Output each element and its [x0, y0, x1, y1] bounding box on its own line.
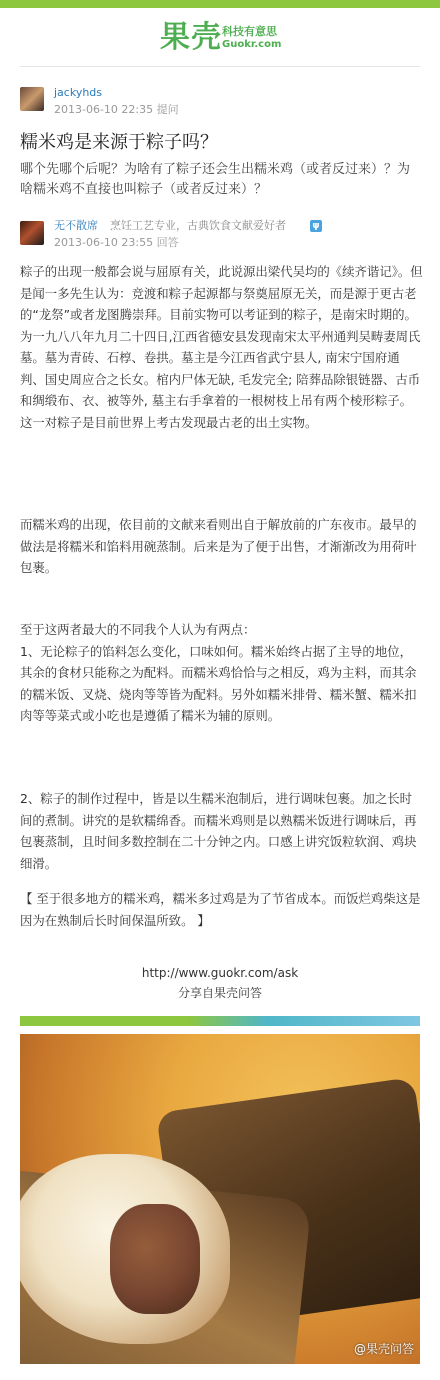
question-description: 哪个先哪个后呢？为啥有了粽子还会生出糯米鸡（或者反过来）？为啥糯米鸡不直接也叫粽子（或者反过来）？ — [20, 162, 411, 197]
answer-paragraph: 至于这两者最大的不同我个人认为有两点： 1、无论粽子的馅料怎么变化，口味如何。糯米始终占据了主导的地位，其余的食材只能称之为配料。而糯米鸡恰恰与之相反，鸡为主料，而其余的糯米饭、叉烧、烧肉等等皆为配料。另外如糯米排骨、糯米蟹、糯米扣肉等等菜式或小吃也是遵循了糯米为辅的原则。 — [20, 622, 417, 723]
logo-slogan: 科技有意思 — [222, 25, 277, 38]
answer-author-avatar[interactable] — [20, 221, 44, 245]
answer-meta: 2013-06-10 23:55 回答 — [54, 236, 179, 249]
top-accent-bar — [0, 0, 440, 8]
verified-badge-icon: ψ — [310, 220, 322, 232]
decorative-stripe — [20, 1016, 420, 1026]
header-divider — [20, 66, 420, 67]
photo-filling — [110, 1204, 200, 1314]
logo-mark: 果壳 — [160, 20, 222, 55]
zongzi-photo — [20, 1034, 420, 1364]
photo-watermark: @果壳问答 — [353, 1342, 414, 1356]
answer-paragraph: 粽子的出现一般都会说与屈原有关，此说源出梁代吴均的《续齐谐记》。但是闻一多先生认为：竞渡和粽子起源都与祭奠屈原无关，而是源于更古老的“龙祭”或者龙图腾崇拜。目前实物可以考证到的粽子，是南宋时期的。为一九八八年九月二十四日,江西省德安县发现南宋太平州通判吴畴妻周氏墓。墓为青砖、石椁、卷拱。墓主是今江西省武宁县人, 南宋宁国府通判、国史周应合之长女。棺内尸体无缺, 毛发完全; 陪葬品除银链器、古币和绸缎布、衣、被等外, 墓主右手拿着的一根树枝上吊有两个棱形粽子。这一对粽子是目前世界上考古发现最古老的出土实物。 — [20, 264, 423, 430]
question-title: 糯米鸡是来源于粽子吗？ — [20, 132, 218, 153]
logo-domain: Guokr.com — [222, 39, 282, 50]
question-meta: 2013-06-10 22:35 提问 — [54, 103, 179, 116]
answer-author-tagline: 烹饪工艺专业，古典饮食文献爱好者 — [110, 219, 286, 232]
answer-paragraph: 而糯米鸡的出现，依目前的文献来看则出自于解放前的广东夜市。最早的做法是将糯米和馅料用碗蒸制。后来是为了便于出售，才渐渐改为用荷叶包裹。 — [20, 517, 417, 575]
question-author-avatar[interactable] — [20, 87, 44, 111]
share-source-text: 分享自果壳问答 — [177, 986, 262, 1000]
answer-author-name[interactable]: 无不散席 — [54, 219, 98, 232]
guokr-logo[interactable] — [160, 18, 290, 58]
question-author-name[interactable]: jackyhds — [54, 86, 103, 99]
answer-paragraph: 【 至于很多地方的糯米鸡，糯米多过鸡是为了节省成本。而饭烂鸡柴这是因为在熟制后长时间保温所致。 】 — [20, 891, 421, 928]
share-url-link[interactable]: http://www.guokr.com/ask — [141, 966, 299, 980]
answer-paragraph: 2、粽子的制作过程中，皆是以生糯米泡制后，进行调味包裹。加之长时间的煮制。讲究的是软糯绵香。而糯米鸡则是以熟糯米饭进行调味后，再包裹蒸制，且时间多数控制在二十分钟之内。口感上讲究饭粒软润、鸡块细滑。 — [20, 791, 417, 871]
